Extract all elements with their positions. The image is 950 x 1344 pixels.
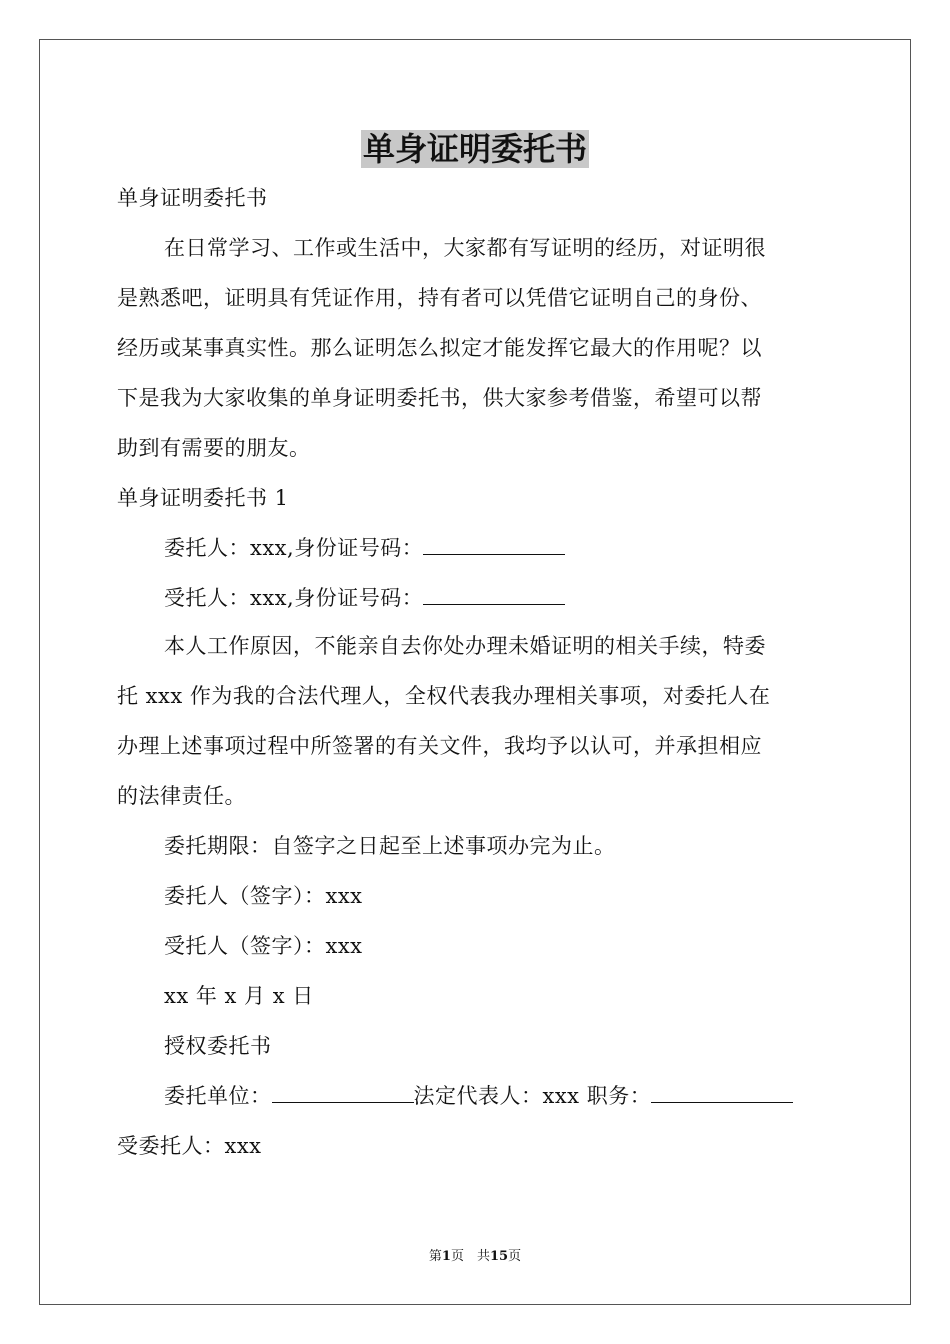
body-line: 的法律责任。 xyxy=(117,784,246,808)
agent-label: 受托人：xxx,身份证号码： xyxy=(164,586,424,610)
footer-suffix: 页 xyxy=(508,1249,522,1264)
principal-signature: 委托人（签字）：xxx xyxy=(164,884,363,908)
footer-mid: 页 共 xyxy=(450,1249,490,1264)
intro-line: 助到有需要的朋友。 xyxy=(117,436,311,460)
trustee-line: 受委托人：xxx xyxy=(117,1134,262,1158)
page-footer xyxy=(0,1248,950,1266)
intro-line: 在日常学习、工作或生活中，大家都有写证明的经历，对证明很 xyxy=(164,236,766,260)
footer-prefix: 第 xyxy=(428,1249,442,1264)
auth-heading: 授权委托书 xyxy=(164,1034,272,1058)
title-text: 单身证明委托书 xyxy=(362,130,587,168)
principal-line xyxy=(164,533,884,563)
intro-line: 是熟悉吧，证明具有凭证作用，持有者可以凭借它证明自己的身份、 xyxy=(117,286,762,310)
legal-rep-label: 法定代表人：xxx 职务： xyxy=(413,1084,652,1108)
agent-signature: 受托人（签字）：xxx xyxy=(164,934,363,958)
unit-blank xyxy=(272,1084,414,1103)
footer-total-pages: 15 xyxy=(489,1249,509,1264)
intro-line: 经历或某事真实性。那么证明怎么拟定才能发挥它最大的作用呢？以 xyxy=(117,336,762,360)
principal-id-blank xyxy=(423,536,565,555)
body-line: 办理上述事项过程中所签署的有关文件，我均予以认可，并承担相应 xyxy=(117,734,762,758)
document-title xyxy=(0,126,950,172)
body-line: 托 xxx 作为我的合法代理人，全权代表我办理相关事项，对委托人在 xyxy=(117,684,771,708)
footer-page-number: 1 xyxy=(441,1249,451,1264)
term-line: 委托期限：自签字之日起至上述事项办完为止。 xyxy=(164,834,616,858)
intro-line: 下是我为大家收集的单身证明委托书，供大家参考借鉴，希望可以帮 xyxy=(117,386,762,410)
unit-line xyxy=(164,1081,884,1111)
body-line: 本人工作原因，不能亲自去你处办理未婚证明的相关手续，特委 xyxy=(164,634,766,658)
subtitle: 单身证明委托书 xyxy=(117,186,268,210)
position-blank xyxy=(651,1084,793,1103)
page-border xyxy=(39,39,911,1305)
principal-label: 委托人：xxx,身份证号码： xyxy=(164,536,424,560)
unit-label: 委托单位： xyxy=(164,1084,272,1108)
agent-line xyxy=(164,583,884,613)
section1-heading: 单身证明委托书 1 xyxy=(117,486,289,510)
agent-id-blank xyxy=(423,586,565,605)
date-line: xx 年 x 月 x 日 xyxy=(164,984,314,1008)
